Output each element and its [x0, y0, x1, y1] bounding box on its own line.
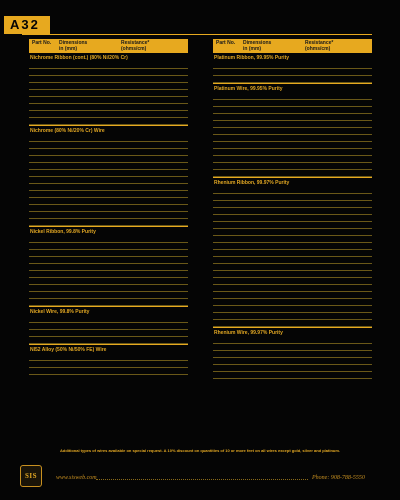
section-title: Rhenium Wire, 99.97% Purity	[214, 330, 283, 336]
table-row	[29, 316, 188, 323]
table-row	[29, 163, 188, 170]
table-row	[213, 306, 372, 313]
section-rows	[29, 135, 188, 226]
table-row	[29, 219, 188, 226]
section-rows	[29, 236, 188, 306]
table-row	[213, 222, 372, 229]
table-row	[29, 250, 188, 257]
table-row	[29, 354, 188, 361]
table-row	[213, 201, 372, 208]
table-row	[213, 229, 372, 236]
table-row	[29, 156, 188, 163]
table-row	[213, 337, 372, 344]
table-row	[213, 156, 372, 163]
right-table-header	[213, 39, 372, 53]
company-logo	[20, 465, 42, 487]
table-section	[213, 53, 372, 83]
table-row	[29, 83, 188, 90]
table-row	[29, 177, 188, 184]
table-row	[213, 100, 372, 107]
table-section	[29, 226, 188, 306]
table-row	[213, 215, 372, 222]
table-row	[213, 208, 372, 215]
table-row	[29, 205, 188, 212]
section-title: Platinum Ribbon, 99.95% Purity	[214, 55, 290, 61]
header-dimensions: Dimensions in (mm)	[59, 40, 88, 52]
table-row	[29, 285, 188, 292]
table-row	[29, 104, 188, 111]
table-row	[29, 69, 188, 76]
table-row	[213, 76, 372, 83]
table-row	[29, 323, 188, 330]
table-row	[213, 69, 372, 76]
table-section	[29, 306, 188, 344]
table-row	[213, 351, 372, 358]
footer-bar	[20, 465, 380, 485]
section-rows	[213, 187, 372, 327]
table-row	[29, 330, 188, 337]
table-row	[213, 121, 372, 128]
logo-text: SIS	[24, 472, 37, 480]
section-rows	[29, 354, 188, 375]
header-resistance: Resistance* (ohms/cm)	[121, 40, 150, 52]
table-row	[213, 271, 372, 278]
header-part-no: Part No.	[216, 40, 236, 46]
left-table-body	[29, 53, 188, 375]
section-title: NI52 Alloy (50% Ni/50% FE) Wire	[30, 347, 107, 353]
table-row	[29, 243, 188, 250]
table-row	[29, 257, 188, 264]
table-row	[29, 292, 188, 299]
table-row	[29, 90, 188, 97]
table-row	[213, 344, 372, 351]
header-part-no: Part No.	[32, 40, 52, 46]
table-section	[213, 83, 372, 177]
section-rows	[29, 62, 188, 125]
table-row	[29, 368, 188, 375]
table-row	[29, 264, 188, 271]
table-row	[213, 299, 372, 306]
section-rows	[213, 337, 372, 379]
table-row	[29, 198, 188, 205]
left-table	[29, 39, 188, 375]
section-title: Nichrome Ribbon (cont.) (80% Ni/20% Cr)	[30, 55, 128, 61]
table-row	[213, 320, 372, 327]
section-title: Nichrome (80% Ni/20% Cr) Wire	[30, 128, 105, 134]
table-row	[213, 243, 372, 250]
table-section	[29, 125, 188, 226]
dotted-leader	[96, 479, 308, 480]
table-row	[213, 313, 372, 320]
table-section	[29, 53, 188, 125]
right-table	[213, 39, 372, 379]
table-row	[213, 135, 372, 142]
table-row	[29, 118, 188, 125]
phone-number: Phone: 908-788-5550	[312, 475, 365, 481]
website-link[interactable]: www.sisweb.com	[56, 475, 97, 481]
table-row	[213, 170, 372, 177]
section-title: Rhenium Ribbon, 99.97% Purity	[214, 180, 290, 186]
table-row	[213, 292, 372, 299]
section-title: Platinum Wire, 99.95% Purity	[214, 86, 283, 92]
header-dimensions: Dimensions in (mm)	[243, 40, 272, 52]
table-row	[213, 149, 372, 156]
header-resistance: Resistance* (ohms/cm)	[305, 40, 334, 52]
table-row	[213, 250, 372, 257]
table-row	[213, 264, 372, 271]
table-row	[213, 194, 372, 201]
section-rows	[213, 93, 372, 177]
table-row	[213, 128, 372, 135]
table-row	[213, 236, 372, 243]
table-row	[29, 135, 188, 142]
table-row	[213, 285, 372, 292]
table-row	[213, 107, 372, 114]
table-row	[29, 271, 188, 278]
table-row	[213, 93, 372, 100]
table-row	[29, 236, 188, 243]
table-row	[213, 372, 372, 379]
table-row	[213, 257, 372, 264]
table-row	[29, 191, 188, 198]
table-row	[29, 62, 188, 69]
footer-note: Additional types of wires available on special request. A 10% discount on quantities of 10 or more feet on all wires except gold, silver and platinum.	[60, 448, 340, 453]
table-section	[29, 344, 188, 375]
table-row	[213, 278, 372, 285]
table-row	[213, 142, 372, 149]
left-table-header	[29, 39, 188, 53]
table-row	[213, 114, 372, 121]
table-row	[29, 299, 188, 306]
table-row	[29, 212, 188, 219]
section-rows	[29, 316, 188, 344]
table-row	[29, 97, 188, 104]
right-table-body	[213, 53, 372, 379]
table-section	[213, 177, 372, 327]
table-row	[29, 184, 188, 191]
top-rule	[22, 34, 372, 35]
table-row	[29, 76, 188, 83]
table-row	[213, 163, 372, 170]
table-row	[29, 170, 188, 177]
table-row	[29, 149, 188, 156]
section-title: Nickel Ribbon, 99.8% Purity	[30, 229, 96, 235]
table-row	[29, 278, 188, 285]
table-row	[29, 361, 188, 368]
section-rows	[213, 62, 372, 83]
table-row	[213, 187, 372, 194]
table-row	[29, 337, 188, 344]
table-section	[213, 327, 372, 379]
table-row	[213, 358, 372, 365]
table-row	[29, 111, 188, 118]
section-title: Nickel Wire, 99.8% Purity	[30, 309, 90, 315]
table-row	[213, 365, 372, 372]
page-id-badge: A32	[4, 16, 50, 34]
table-row	[213, 62, 372, 69]
table-row	[29, 142, 188, 149]
